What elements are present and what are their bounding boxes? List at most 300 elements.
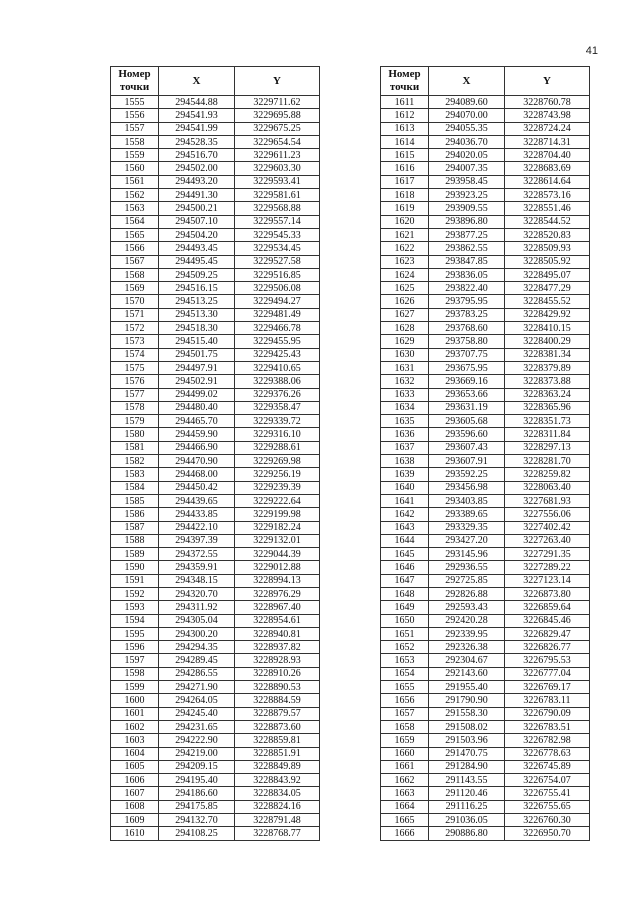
y-cell: 3228843.92 (235, 774, 320, 787)
table-row (111, 215, 320, 228)
y-cell: 3226782.98 (505, 734, 590, 747)
point-number-cell: 1643 (381, 521, 429, 534)
table-row (111, 375, 320, 388)
page-number: 41 (585, 45, 598, 57)
table-row (111, 441, 320, 454)
table-row (381, 760, 590, 773)
table-row (381, 734, 590, 747)
x-cell: 294450.42 (159, 481, 235, 494)
x-cell: 294305.04 (159, 614, 235, 627)
point-number-cell: 1586 (111, 508, 159, 521)
point-number-cell: 1567 (111, 255, 159, 268)
x-cell: 294175.85 (159, 800, 235, 813)
x-cell: 291558.30 (429, 707, 505, 720)
point-number-cell: 1598 (111, 667, 159, 680)
coordinates-table-left (110, 66, 320, 841)
table-row (381, 694, 590, 707)
x-cell: 294541.93 (159, 109, 235, 122)
point-number-cell: 1564 (111, 215, 159, 228)
y-cell: 3228859.81 (235, 734, 320, 747)
x-cell: 294020.05 (429, 149, 505, 162)
y-cell: 3229675.25 (235, 122, 320, 135)
point-number-cell: 1647 (381, 574, 429, 587)
point-number-cell: 1604 (111, 747, 159, 760)
table-row (111, 135, 320, 148)
x-cell: 294007.35 (429, 162, 505, 175)
x-cell: 294465.70 (159, 415, 235, 428)
point-number-cell: 1592 (111, 587, 159, 600)
x-cell: 293607.91 (429, 455, 505, 468)
y-cell: 3229557.14 (235, 215, 320, 228)
y-cell: 3229358.47 (235, 401, 320, 414)
table-row (111, 667, 320, 680)
point-number-cell: 1591 (111, 574, 159, 587)
table-row (381, 96, 590, 109)
y-cell: 3228928.93 (235, 654, 320, 667)
x-cell: 291508.02 (429, 720, 505, 733)
table-row (111, 468, 320, 481)
y-cell: 3229044.39 (235, 548, 320, 561)
table-row (111, 627, 320, 640)
x-cell: 294501.75 (159, 348, 235, 361)
point-number-cell: 1557 (111, 122, 159, 135)
y-cell: 3228824.16 (235, 800, 320, 813)
y-cell: 3229182.24 (235, 521, 320, 534)
x-cell: 294504.20 (159, 228, 235, 241)
point-number-cell: 1578 (111, 401, 159, 414)
y-cell: 3229239.39 (235, 481, 320, 494)
y-cell: 3226769.17 (505, 681, 590, 694)
x-cell: 294289.45 (159, 654, 235, 667)
table-row (111, 681, 320, 694)
x-cell: 294507.10 (159, 215, 235, 228)
table-row (381, 774, 590, 787)
y-cell: 3229568.88 (235, 202, 320, 215)
x-cell: 293592.25 (429, 468, 505, 481)
x-cell: 293389.65 (429, 508, 505, 521)
x-cell: 293607.43 (429, 441, 505, 454)
table-row (381, 627, 590, 640)
point-number-cell: 1580 (111, 428, 159, 441)
y-cell: 3228994.13 (235, 574, 320, 587)
table-row (111, 242, 320, 255)
point-number-cell: 1660 (381, 747, 429, 760)
x-cell: 293456.98 (429, 481, 505, 494)
x-cell: 294089.60 (429, 96, 505, 109)
table-row (381, 428, 590, 441)
x-column-header: X (159, 67, 235, 96)
point-number-cell: 1658 (381, 720, 429, 733)
x-cell: 291470.75 (429, 747, 505, 760)
table-row (381, 747, 590, 760)
point-number-cell: 1632 (381, 375, 429, 388)
x-cell: 294433.85 (159, 508, 235, 521)
x-cell: 292593.43 (429, 601, 505, 614)
x-cell: 294245.40 (159, 707, 235, 720)
point-number-cell: 1585 (111, 494, 159, 507)
point-number-cell: 1620 (381, 215, 429, 228)
y-cell: 3228614.64 (505, 175, 590, 188)
y-cell: 3229455.95 (235, 335, 320, 348)
x-cell: 294468.00 (159, 468, 235, 481)
point-number-cell: 1583 (111, 468, 159, 481)
table-row (111, 282, 320, 295)
y-cell: 3228551.46 (505, 202, 590, 215)
y-cell: 3228381.34 (505, 348, 590, 361)
point-number-cell: 1576 (111, 375, 159, 388)
y-cell: 3228683.69 (505, 162, 590, 175)
x-cell: 293877.25 (429, 228, 505, 241)
table-row (111, 122, 320, 135)
point-number-cell: 1630 (381, 348, 429, 361)
x-cell: 293758.80 (429, 335, 505, 348)
point-number-cell: 1577 (111, 388, 159, 401)
point-number-cell: 1581 (111, 441, 159, 454)
point-number-cell: 1597 (111, 654, 159, 667)
y-cell: 3229695.88 (235, 109, 320, 122)
y-cell: 3229466.78 (235, 322, 320, 335)
point-number-header (111, 67, 159, 96)
table-row (111, 255, 320, 268)
y-cell: 3228400.29 (505, 335, 590, 348)
point-number-cell: 1653 (381, 654, 429, 667)
x-cell: 294311.92 (159, 601, 235, 614)
table-row (111, 574, 320, 587)
table-body-right (381, 96, 590, 841)
y-cell: 3228743.98 (505, 109, 590, 122)
table-row (381, 561, 590, 574)
y-cell: 3229410.65 (235, 361, 320, 374)
point-number-cell: 1570 (111, 295, 159, 308)
x-cell: 294055.35 (429, 122, 505, 135)
point-number-cell: 1628 (381, 322, 429, 335)
point-number-cell: 1582 (111, 455, 159, 468)
y-cell: 3229425.43 (235, 348, 320, 361)
point-number-cell: 1624 (381, 268, 429, 281)
y-cell: 3228505.92 (505, 255, 590, 268)
point-number-cell: 1638 (381, 455, 429, 468)
table-row (381, 242, 590, 255)
x-cell: 293923.25 (429, 189, 505, 202)
x-cell: 292826.88 (429, 587, 505, 600)
point-number-cell: 1635 (381, 415, 429, 428)
point-number-cell: 1622 (381, 242, 429, 255)
point-number-cell: 1565 (111, 228, 159, 241)
table-row (111, 228, 320, 241)
table-row (381, 295, 590, 308)
y-cell: 3227291.35 (505, 548, 590, 561)
point-number-cell: 1563 (111, 202, 159, 215)
table-row (111, 388, 320, 401)
point-number-header (381, 67, 429, 96)
x-cell: 292143.60 (429, 667, 505, 680)
point-number-cell: 1639 (381, 468, 429, 481)
x-cell: 293836.05 (429, 268, 505, 281)
table-row (381, 441, 590, 454)
x-cell: 294509.25 (159, 268, 235, 281)
y-cell: 3226873.80 (505, 587, 590, 600)
point-number-cell: 1656 (381, 694, 429, 707)
y-cell: 3226777.04 (505, 667, 590, 680)
x-cell: 294499.02 (159, 388, 235, 401)
y-cell: 3229388.06 (235, 375, 320, 388)
y-cell: 3228879.57 (235, 707, 320, 720)
table-row (381, 508, 590, 521)
point-number-cell: 1606 (111, 774, 159, 787)
point-number-cell: 1642 (381, 508, 429, 521)
x-cell: 294480.40 (159, 401, 235, 414)
x-cell: 294439.65 (159, 494, 235, 507)
table-row (381, 587, 590, 600)
table-row (111, 175, 320, 188)
point-number-cell: 1616 (381, 162, 429, 175)
table-row (381, 175, 590, 188)
table-row (381, 468, 590, 481)
table-row (381, 401, 590, 414)
point-number-cell: 1662 (381, 774, 429, 787)
point-number-cell: 1573 (111, 335, 159, 348)
table-row (381, 348, 590, 361)
point-number-cell: 1611 (381, 96, 429, 109)
y-cell: 3229611.23 (235, 149, 320, 162)
point-number-cell: 1574 (111, 348, 159, 361)
y-cell: 3226783.11 (505, 694, 590, 707)
table-row (381, 322, 590, 335)
table-row (381, 255, 590, 268)
table-header-row (111, 67, 320, 96)
x-cell: 293783.25 (429, 308, 505, 321)
point-number-cell: 1575 (111, 361, 159, 374)
y-cell: 3229269.98 (235, 455, 320, 468)
y-cell: 3226790.09 (505, 707, 590, 720)
table-row (111, 308, 320, 321)
y-cell: 3228455.52 (505, 295, 590, 308)
table-row (381, 787, 590, 800)
point-number-cell: 1652 (381, 641, 429, 654)
x-cell: 294493.45 (159, 242, 235, 255)
y-cell: 3229593.41 (235, 175, 320, 188)
point-number-cell: 1600 (111, 694, 159, 707)
table-row (381, 654, 590, 667)
table-row (111, 601, 320, 614)
table-row (111, 747, 320, 760)
table-row (381, 189, 590, 202)
x-cell: 291036.05 (429, 814, 505, 827)
table-row (381, 601, 590, 614)
x-cell: 294491.30 (159, 189, 235, 202)
table-row (111, 428, 320, 441)
y-cell: 3229654.54 (235, 135, 320, 148)
point-number-cell: 1645 (381, 548, 429, 561)
point-number-cell: 1663 (381, 787, 429, 800)
x-cell: 293669.16 (429, 375, 505, 388)
y-cell: 3228760.78 (505, 96, 590, 109)
point-number-cell: 1629 (381, 335, 429, 348)
y-cell: 3228311.84 (505, 428, 590, 441)
x-cell: 292725.85 (429, 574, 505, 587)
x-cell: 294231.65 (159, 720, 235, 733)
point-number-cell: 1607 (111, 787, 159, 800)
x-cell: 294495.45 (159, 255, 235, 268)
table-row (111, 348, 320, 361)
x-cell: 294515.40 (159, 335, 235, 348)
x-cell: 294271.90 (159, 681, 235, 694)
y-cell: 3228834.05 (235, 787, 320, 800)
table-row (111, 508, 320, 521)
table-row (111, 109, 320, 122)
table-row (111, 587, 320, 600)
y-cell: 3228937.82 (235, 641, 320, 654)
y-cell: 3228410.15 (505, 322, 590, 335)
y-cell: 3228791.48 (235, 814, 320, 827)
x-cell: 293675.95 (429, 361, 505, 374)
x-cell: 294108.25 (159, 827, 235, 840)
table-row (111, 641, 320, 654)
table-row (381, 308, 590, 321)
x-cell: 294466.90 (159, 441, 235, 454)
point-number-cell: 1651 (381, 627, 429, 640)
point-number-cell: 1633 (381, 388, 429, 401)
table-row (111, 734, 320, 747)
x-cell: 291790.90 (429, 694, 505, 707)
table-row (381, 361, 590, 374)
point-number-cell: 1602 (111, 720, 159, 733)
y-cell: 3226859.64 (505, 601, 590, 614)
y-cell: 3229339.72 (235, 415, 320, 428)
x-cell: 293145.96 (429, 548, 505, 561)
x-cell: 294286.55 (159, 667, 235, 680)
y-cell: 3228429.92 (505, 308, 590, 321)
y-cell: 3227263.40 (505, 534, 590, 547)
x-cell: 291120.46 (429, 787, 505, 800)
point-number-header-line1: Номер (388, 68, 421, 80)
x-cell: 294294.35 (159, 641, 235, 654)
y-cell: 3229581.61 (235, 189, 320, 202)
y-cell: 3226755.65 (505, 800, 590, 813)
y-cell: 3229527.58 (235, 255, 320, 268)
point-number-cell: 1659 (381, 734, 429, 747)
x-cell: 292420.28 (429, 614, 505, 627)
table-row (381, 135, 590, 148)
y-cell: 3228259.82 (505, 468, 590, 481)
table-row (111, 481, 320, 494)
table-row (381, 455, 590, 468)
x-cell: 294348.15 (159, 574, 235, 587)
table-row (381, 215, 590, 228)
y-cell: 3228281.70 (505, 455, 590, 468)
table-row (381, 282, 590, 295)
table-row (381, 707, 590, 720)
point-number-cell: 1609 (111, 814, 159, 827)
x-cell: 293896.80 (429, 215, 505, 228)
point-number-cell: 1558 (111, 135, 159, 148)
point-number-cell: 1593 (111, 601, 159, 614)
y-cell: 3227402.42 (505, 521, 590, 534)
x-cell: 291503.96 (429, 734, 505, 747)
table-row (111, 720, 320, 733)
table-row (111, 760, 320, 773)
y-cell: 3229506.08 (235, 282, 320, 295)
table-header-row (381, 67, 590, 96)
y-cell: 3228940.81 (235, 627, 320, 640)
x-cell: 294222.90 (159, 734, 235, 747)
x-cell: 293605.68 (429, 415, 505, 428)
table-row (111, 455, 320, 468)
x-cell: 294422.10 (159, 521, 235, 534)
table-row (111, 415, 320, 428)
y-cell: 3228544.52 (505, 215, 590, 228)
point-number-cell: 1655 (381, 681, 429, 694)
point-number-header-line2: точки (119, 81, 150, 93)
point-number-cell: 1572 (111, 322, 159, 335)
point-number-cell: 1621 (381, 228, 429, 241)
table-row (381, 202, 590, 215)
point-number-cell: 1555 (111, 96, 159, 109)
x-cell: 294132.70 (159, 814, 235, 827)
y-cell: 3226760.30 (505, 814, 590, 827)
table-row (111, 814, 320, 827)
point-number-cell: 1637 (381, 441, 429, 454)
point-number-cell: 1617 (381, 175, 429, 188)
point-number-cell: 1646 (381, 561, 429, 574)
point-number-cell: 1649 (381, 601, 429, 614)
y-cell: 3228495.07 (505, 268, 590, 281)
table-row (381, 149, 590, 162)
point-number-cell: 1640 (381, 481, 429, 494)
table-row (381, 494, 590, 507)
x-cell: 294513.30 (159, 308, 235, 321)
y-cell: 3228379.89 (505, 361, 590, 374)
y-cell: 3228954.61 (235, 614, 320, 627)
y-column-header: Y (505, 67, 590, 96)
point-number-cell: 1599 (111, 681, 159, 694)
x-cell: 294195.40 (159, 774, 235, 787)
point-number-cell: 1590 (111, 561, 159, 574)
table-row (111, 149, 320, 162)
point-number-cell: 1569 (111, 282, 159, 295)
y-cell: 3226783.51 (505, 720, 590, 733)
point-number-cell: 1641 (381, 494, 429, 507)
table-row (381, 375, 590, 388)
table-row (111, 202, 320, 215)
point-number-cell: 1648 (381, 587, 429, 600)
point-number-cell: 1619 (381, 202, 429, 215)
table-row (111, 521, 320, 534)
x-cell: 290886.80 (429, 827, 505, 840)
x-cell: 294070.00 (429, 109, 505, 122)
y-cell: 3228967.40 (235, 601, 320, 614)
x-cell: 292339.95 (429, 627, 505, 640)
table-row (111, 162, 320, 175)
y-cell: 3228520.83 (505, 228, 590, 241)
table-row (381, 415, 590, 428)
x-cell: 294470.90 (159, 455, 235, 468)
point-number-cell: 1603 (111, 734, 159, 747)
x-cell: 294264.05 (159, 694, 235, 707)
x-cell: 294502.91 (159, 375, 235, 388)
x-cell: 294493.20 (159, 175, 235, 188)
x-cell: 293596.60 (429, 428, 505, 441)
point-number-cell: 1623 (381, 255, 429, 268)
x-cell: 292326.38 (429, 641, 505, 654)
x-cell: 294219.00 (159, 747, 235, 760)
coordinates-table-right (380, 66, 590, 841)
y-cell: 3228890.53 (235, 681, 320, 694)
y-cell: 3227123.14 (505, 574, 590, 587)
x-cell: 294518.30 (159, 322, 235, 335)
x-cell: 293631.19 (429, 401, 505, 414)
point-number-cell: 1636 (381, 428, 429, 441)
